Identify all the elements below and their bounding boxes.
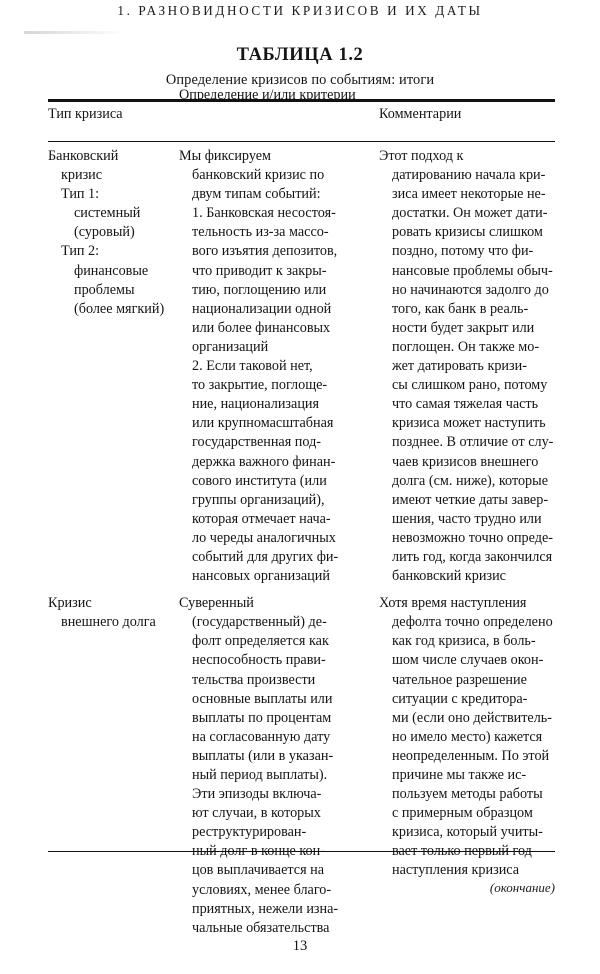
cell-comments bbox=[379, 594, 555, 880]
crisis-type-line: Тип 2: bbox=[61, 243, 100, 260]
definition-line: Эти эпизоды включа- bbox=[192, 786, 322, 803]
table-header-row bbox=[48, 87, 555, 139]
comment-line: лить год, когда закончился bbox=[392, 548, 553, 565]
crisis-type-line: Кризис bbox=[48, 595, 92, 612]
definition-line: реструктурирован- bbox=[192, 824, 307, 841]
table-title: Определение кризисов по событиям: итоги bbox=[165, 72, 435, 88]
comment-line: Хотя время наступления bbox=[379, 595, 527, 612]
comment-line: банковский кризис bbox=[392, 568, 506, 585]
definition-line: 2. Если таковой нет, bbox=[192, 358, 313, 375]
crisis-type-line: Банковский bbox=[48, 148, 119, 164]
definition-line: государственная под- bbox=[192, 434, 322, 451]
crisis-type-line: системный bbox=[74, 205, 141, 222]
definition-line: двум типам событий: bbox=[192, 186, 321, 203]
definition-line: выплаты (или в указан- bbox=[192, 747, 334, 764]
comment-line: шения, часто трудно или bbox=[392, 510, 542, 527]
definition-line: которая отмечает нача- bbox=[192, 510, 331, 527]
column-header-definition-line2: критерии bbox=[299, 87, 356, 103]
definition-line: ный период выплаты). bbox=[192, 767, 328, 783]
crisis-type-line: кризис bbox=[61, 167, 103, 184]
comment-line: пользуем методы работы bbox=[392, 786, 543, 803]
cell-crisis-type bbox=[48, 594, 179, 632]
definition-line: ют случаи, в которых bbox=[192, 805, 321, 822]
definition-line: ло череды аналогичных bbox=[192, 529, 336, 546]
cell-comments bbox=[379, 147, 555, 586]
definition-line: приятных, нежели изна- bbox=[192, 900, 339, 917]
definition-line: нансовых организаций bbox=[192, 568, 330, 585]
definition-line: банковский кризис по bbox=[192, 167, 325, 184]
comment-line: сы слишком рано, потому bbox=[392, 377, 548, 394]
comment-line: наступления кризиса bbox=[392, 862, 520, 879]
definition-line: событий для других фи- bbox=[192, 548, 339, 565]
definition-line: организаций bbox=[192, 338, 269, 355]
definition-line: 1. Банковская несостоя- bbox=[192, 205, 336, 222]
definition-line: Мы фиксируем bbox=[179, 148, 271, 164]
definition-line: цов выплачивается на bbox=[192, 862, 325, 879]
definition-line: (государственный) де- bbox=[192, 614, 327, 631]
definition-line: ный долг в конце кон- bbox=[192, 843, 325, 860]
definition-line: выплаты по процентам bbox=[192, 709, 332, 726]
definition-line: то закрытие, поглоще- bbox=[192, 377, 328, 394]
crisis-type-line: финансовые bbox=[74, 262, 149, 279]
cell-definition bbox=[179, 147, 379, 586]
comment-line: кризиса может наступить bbox=[392, 415, 546, 432]
column-header-definition-line1: Определение и/или bbox=[179, 87, 296, 103]
comment-line: ровать кризисы слишком bbox=[392, 224, 543, 241]
comment-line: невозможно точно опреде- bbox=[392, 529, 553, 546]
definition-line: держка важного финан- bbox=[192, 453, 336, 470]
table-row bbox=[48, 147, 555, 586]
running-header: 1. РАЗНОВИДНОСТИ КРИЗИСОВ И ИХ ДАТЫ bbox=[117, 3, 483, 18]
comment-line: причине мы также ис- bbox=[392, 767, 527, 783]
cell-crisis-type bbox=[48, 147, 179, 319]
definition-line: вого изъятия депозитов, bbox=[192, 243, 338, 260]
column-header-type: Тип кризиса bbox=[48, 106, 123, 122]
table-body bbox=[48, 147, 555, 938]
page-number: 13 bbox=[292, 938, 308, 954]
comment-line: неопределенным. По этой bbox=[392, 747, 550, 764]
definition-line: ние, национализация bbox=[192, 396, 320, 413]
comment-line: поглощен. Он также мо- bbox=[392, 338, 540, 355]
comment-line: но имело место) кажется bbox=[392, 728, 543, 745]
comment-line: кризиса, который учиты- bbox=[392, 824, 543, 841]
definition-line: основные выплаты или bbox=[192, 690, 333, 707]
crisis-type-line: проблемы bbox=[74, 281, 135, 298]
column-header-comments: Комментарии bbox=[379, 106, 462, 122]
definition-line: что приводит к закры- bbox=[192, 262, 327, 279]
definition-line: тельность из-за массо- bbox=[192, 224, 329, 241]
comment-line: достатки. Он может дати- bbox=[392, 205, 548, 222]
crisis-type-line: (более мягкий) bbox=[74, 300, 165, 317]
comment-line: нансовые проблемы обыч- bbox=[392, 262, 553, 279]
comment-line: того, как банк в реаль- bbox=[392, 300, 529, 317]
comment-line: чательное разрешение bbox=[392, 671, 527, 688]
comment-line: ситуации с кредитора- bbox=[392, 690, 528, 707]
crisis-type-line: внешнего долга bbox=[61, 614, 156, 631]
comment-line: как год кризиса, в боль- bbox=[392, 633, 536, 650]
comment-line: зиса имеет некоторые не- bbox=[392, 186, 546, 203]
definition-line: или более финансовых bbox=[192, 319, 331, 336]
definition-line: сового института (или bbox=[192, 472, 327, 489]
comment-line: вает только первый год bbox=[392, 843, 532, 860]
comment-line: жет датировать кризи- bbox=[392, 358, 527, 375]
definition-line: национализации одной bbox=[192, 300, 332, 317]
comment-line: поздно, потому что фи- bbox=[392, 243, 534, 260]
comment-line: дефолта точно определено bbox=[392, 614, 553, 631]
comment-line: ности будет закрыт или bbox=[392, 319, 535, 336]
crisis-type-line: Тип 1: bbox=[61, 186, 100, 203]
column-header-definition bbox=[179, 86, 379, 105]
definition-line: условиях, менее благо- bbox=[192, 881, 332, 898]
definition-line: на согласованную дату bbox=[192, 728, 331, 745]
comment-line: шом числе случаев окон- bbox=[392, 652, 544, 669]
table-header-rule bbox=[48, 141, 555, 142]
definition-line: фолт определяется как bbox=[192, 633, 329, 650]
definition-line: группы организаций), bbox=[192, 491, 325, 508]
crisis-type-line: (суровый) bbox=[74, 224, 135, 241]
comment-line: позднее. В отличие от слу- bbox=[392, 434, 554, 451]
comment-line: Этот подход к bbox=[379, 148, 464, 164]
scan-artifact bbox=[24, 31, 119, 34]
comment-line: датированию начала кри- bbox=[392, 167, 546, 184]
table-number-label: ТАБЛИЦА 1.2 bbox=[236, 45, 364, 65]
comment-line: но начинаются задолго до bbox=[392, 281, 549, 298]
definition-line: неспособность прави- bbox=[192, 652, 326, 669]
comment-line: долга (см. ниже), которые bbox=[392, 472, 548, 489]
definition-line: тию, поглощению или bbox=[192, 281, 327, 298]
comment-line: что самая тяжелая часть bbox=[392, 396, 539, 413]
continuation-note: (окончание) bbox=[489, 880, 555, 895]
definition-line: Суверенный bbox=[179, 595, 254, 612]
comment-line: с примерным образцом bbox=[392, 805, 533, 822]
comment-line: ми (если оно действитель- bbox=[392, 709, 553, 726]
definition-line: тельства произвести bbox=[192, 671, 316, 688]
definition-line: чальные обязательства bbox=[192, 919, 330, 936]
comment-line: чаев кризисов внешнего bbox=[392, 453, 539, 470]
comment-line: имеют четкие даты завер- bbox=[392, 491, 549, 508]
definition-line: или крупномасштабная bbox=[192, 415, 334, 432]
